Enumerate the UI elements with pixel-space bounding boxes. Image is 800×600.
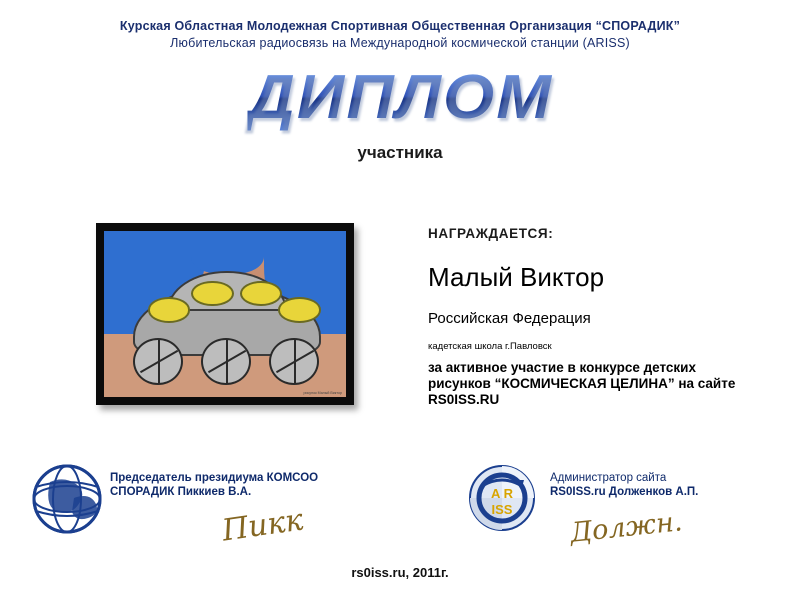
signature-left-line-1: Председатель президиума КОМСОО <box>110 472 319 484</box>
signature-block-right <box>550 471 698 499</box>
winner-country: Российская Федерация <box>428 310 591 327</box>
organization-header <box>0 18 800 52</box>
signature-left-line-2: СПОРАДИК Пиккиев В.А. <box>110 486 252 498</box>
signature-block-left <box>110 471 318 499</box>
page-title: ДИПЛОМ <box>247 63 553 132</box>
signature-right-line-2: RS0ISS.ru Долженков А.П. <box>550 486 699 498</box>
award-label: НАГРАЖДАЕТСЯ: <box>428 226 554 241</box>
rover-wheel-3 <box>269 338 319 385</box>
ariss-logo-text-bottom: ISS <box>491 502 513 517</box>
ariss-logo-icon <box>466 462 538 534</box>
drawing-frame <box>96 223 354 405</box>
komsoo-globe-icon <box>30 462 104 536</box>
page-subtitle: участника <box>357 143 443 162</box>
rover-light-2 <box>191 281 234 307</box>
footer-text: rs0iss.ru, 2011г. <box>351 565 449 580</box>
signature-right-line-1: Администратор сайта <box>550 472 667 484</box>
ariss-logo-text-top: A R <box>491 486 513 501</box>
sky-mid-shape <box>191 231 264 274</box>
award-reason: за активное участие в конкурсе детских рисунков “КОСМИЧЕСКАЯ ЦЕЛИНА” на сайте RS0ISS.RU <box>428 360 736 407</box>
rover-light-4 <box>278 297 321 323</box>
winner-school: кадетская школа г.Павловск <box>428 341 552 352</box>
header-line-2: Любительская радиосвязь на Международной космической станции (ARISS) <box>170 36 630 50</box>
drawing-image <box>104 231 346 397</box>
title-container <box>0 62 800 133</box>
winner-name: Малый Виктор <box>428 262 605 292</box>
handwritten-signature-left: Пикк <box>219 502 306 549</box>
handwritten-signature-right: Должн. <box>568 506 684 549</box>
rover-wheel-2 <box>201 338 251 385</box>
drawing-caption: рисунок Малый Виктор <box>303 391 342 395</box>
rover-light-1 <box>148 297 191 323</box>
header-line-1: Курская Областная Молодежная Спортивная Общественная Организация “СПОРАДИК” <box>119 19 681 33</box>
